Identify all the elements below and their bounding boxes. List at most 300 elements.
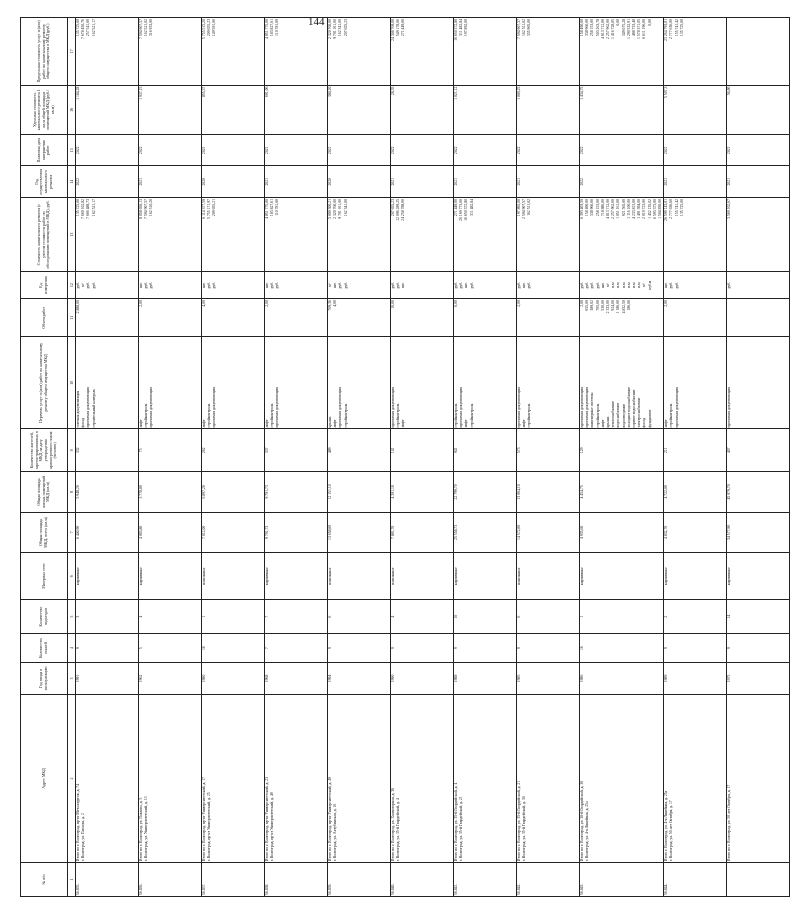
cell-text: панельные: [517, 567, 521, 585]
cell-text: 2022: [580, 177, 584, 186]
cell-text: 9: [391, 647, 395, 650]
cell-text: 1: [580, 615, 584, 618]
cell-floors: [454, 634, 517, 663]
cell-wall: [328, 553, 391, 600]
table-row: [517, 18, 580, 897]
cell-text: крыша лифт проектная документация стройконтроль: [328, 387, 348, 428]
cell-cost: [76, 197, 139, 271]
cell-year: [727, 663, 790, 694]
cell-text: 3 569 102,67: [727, 198, 732, 219]
cell-text: 2021: [517, 177, 521, 186]
cell-works: [580, 337, 664, 429]
cell-lim: [727, 18, 790, 86]
cell-people: [664, 429, 727, 472]
cell-text: 14: [727, 614, 732, 619]
column-number: 13: [68, 197, 76, 271]
cell-text: 4: [391, 615, 395, 618]
cell-wall: [202, 553, 265, 600]
cell-address: [727, 694, 790, 863]
cell-text: 12 151,10: [328, 484, 332, 500]
cell-text: 6 114 377,59 5 755 171,97 209 655,21: [202, 198, 217, 219]
cell-text: лифт стройконтроль проектная документация: [139, 387, 154, 428]
cell-text: 4 454,75: [580, 485, 584, 499]
cell-text: 9: [664, 647, 669, 650]
cell-vol: [391, 299, 454, 337]
cell-address: [202, 694, 265, 863]
cell-text: 337: [265, 447, 269, 454]
cell-text: 6 440,90: [76, 525, 80, 539]
cell-text: кирпичные: [454, 567, 458, 586]
cell-text: 2021: [265, 146, 269, 155]
cell-text: 2,00: [517, 300, 521, 307]
cell-text: 2,00: [139, 300, 143, 307]
cell-text: руб. руб. руб. руб. шт. м² п.м п.м п.м п.м п.м п.м м² куб.м: [580, 280, 652, 290]
cell-text: 9: [76, 647, 80, 650]
cell-entr: [265, 600, 328, 634]
cell-floors: [664, 634, 727, 663]
cell-year: [517, 663, 580, 694]
cell-num: [391, 863, 454, 897]
column-number: 1: [68, 863, 76, 897]
cell-ud: [76, 85, 139, 134]
cell-text: шт. руб. руб.: [139, 281, 154, 289]
cell-year: [202, 663, 265, 694]
cell-text: кирпичные: [265, 567, 269, 586]
cell-address: [454, 694, 517, 863]
cell-lim: [139, 18, 202, 86]
cell-year: [76, 663, 139, 694]
cell-cost: [202, 197, 265, 271]
cell-text: 10,00: [391, 300, 395, 309]
cell-text: 135 725,00 7 678 450,76 257 541,00 162 521,17: [76, 19, 96, 39]
cell-text: 1 000,25: [517, 86, 521, 100]
cell-living: [727, 472, 790, 512]
cell-year: [454, 663, 517, 694]
table-row: [664, 18, 727, 897]
column-number: 14: [68, 166, 76, 197]
cell-works: [391, 337, 454, 429]
cell-text: 2022: [139, 146, 143, 155]
cell-num: [265, 863, 328, 897]
cell-people: [727, 429, 790, 472]
cell-cy: [76, 166, 139, 197]
cell-text: 2022: [76, 177, 80, 186]
cell-text: Итого по г. Волгоград, ул. 35-й Гвардейской, д. 4 г. Волгоград, ул. 35-й Гвардейской, д. 21: [454, 782, 464, 862]
cell-num: [202, 863, 265, 897]
cell-address: [328, 694, 391, 863]
cell-text: 262: [202, 447, 206, 454]
cell-vol: [139, 299, 202, 337]
cell-text: 7: [265, 615, 269, 618]
column-number: 11: [68, 299, 76, 337]
cell-cost: [664, 197, 727, 271]
cell-text: 2022: [517, 146, 521, 155]
cell-text: 2021: [391, 177, 395, 186]
column-header: Адрес МКД: [21, 694, 68, 863]
cell-address: [580, 694, 664, 863]
cell-pd: [727, 135, 790, 166]
cell-address: [265, 694, 328, 863]
cell-living: [454, 472, 517, 512]
column-number: 15: [68, 135, 76, 166]
cell-text: 9 791,73: [265, 485, 269, 499]
cell-text: Итого г. Волгоград, ул. 4-я Линейная, д. 25а г. Волгоград, ул. 50 лет Октября, д. 17: [664, 790, 674, 862]
cell-ud: [391, 85, 454, 134]
cell-num: [664, 863, 727, 897]
cell-text: 56.842.: [517, 883, 521, 895]
cell-text: руб. руб. шт. руб.: [454, 281, 474, 289]
cell-text: шт. руб. руб.: [664, 281, 679, 289]
cell-text: 1962: [139, 674, 143, 683]
cell-text: 9: [727, 647, 732, 650]
column-header: Год осуществления капитального ремонта: [21, 166, 68, 197]
cell-text: 24 308 769,00 549 178,06 271 449,00: [391, 19, 406, 41]
cell-works: [265, 337, 328, 429]
cell-works: [664, 337, 727, 429]
cell-text: 407: [727, 447, 732, 454]
cell-text: 8 058 650,13 7 594 907,57 162 510,20: [139, 198, 154, 219]
cell-ud: [139, 85, 202, 134]
cell-text: 2022: [580, 146, 584, 155]
cell-cost: [454, 197, 517, 271]
cell-ud: [664, 85, 727, 134]
cell-year: [265, 663, 328, 694]
cell-unit: [454, 272, 517, 299]
cell-pd: [76, 135, 139, 166]
cell-text: 4 851 775,00 183 827,61 110 781,00: [265, 19, 280, 39]
cell-text: руб.: [727, 281, 732, 289]
column-number: 10: [68, 337, 76, 429]
cell-text: 135 725,00 7 669 102,82 7 666 488,73 162 521,17: [76, 198, 96, 219]
column-header: Общая площадь МКД, всего (кв.м): [21, 512, 68, 552]
cell-works: [454, 337, 517, 429]
cell-unit: [580, 272, 664, 299]
column-header: № п/п: [21, 863, 68, 897]
cell-entr: [139, 600, 202, 634]
cell-text: Итого по г. Волгоград, ул. 35-й Гвардейской, д. 21 г. Волгоград, ул. 35-й Гвардейской, д. 30: [517, 780, 527, 862]
column-header: Плановая дата завершения работ: [21, 135, 68, 166]
cell-lim: [454, 18, 517, 86]
cell-floors: [580, 634, 664, 663]
cell-text: м² шт. руб. руб.: [328, 281, 348, 289]
column-header: Объем работ: [21, 299, 68, 337]
cell-text: 9: [517, 647, 521, 650]
cell-text: 5 755 515,20 209 655,23 149 591,00: [202, 19, 217, 39]
cell-text: 5 000 300,21 2 320 760,00 9 701 011,00 162 341,00: [328, 198, 348, 219]
cell-people: [76, 429, 139, 472]
cell-vol: [76, 299, 139, 337]
cell-year: [139, 663, 202, 694]
cell-text: 1991: [76, 674, 80, 683]
cell-text: шт. руб. руб.: [265, 281, 280, 289]
cell-text: 16: [580, 646, 584, 651]
cell-cost: [727, 197, 790, 271]
cell-text: 56.841.: [454, 883, 458, 895]
cell-pd: [517, 135, 580, 166]
cell-ud: [580, 85, 664, 134]
cell-wall: [664, 553, 727, 600]
cell-unit: [202, 272, 265, 299]
cell-text: 4: [139, 615, 143, 618]
cell-works: [517, 337, 580, 429]
cell-lim: [664, 18, 727, 86]
cell-text: проектная документация: [727, 387, 732, 428]
cell-address: [391, 694, 454, 863]
cell-text: 56.844.: [664, 883, 669, 895]
cell-text: 56.836.: [139, 883, 143, 895]
cell-text: 7: [265, 647, 269, 650]
cell-cost: [139, 197, 202, 271]
cell-text: 7 594 907,57 162 521,02 316 933,00: [139, 19, 154, 39]
cell-lim: [76, 18, 139, 86]
cell-text: 1 021,12: [454, 86, 458, 100]
cell-text: 2 320 760,00 9 701 011,00 162 341,00 207 655,23: [328, 19, 348, 39]
cell-pd: [391, 135, 454, 166]
cell-text: 1 434,75: [580, 86, 584, 100]
cell-living: [76, 472, 139, 512]
table-row: [454, 18, 517, 897]
cell-text: 489: [328, 447, 332, 454]
cell-entr: [202, 600, 265, 634]
cell-text: кирпичные: [139, 567, 143, 586]
cell-area: [202, 512, 265, 552]
cell-living: [391, 472, 454, 512]
cell-cy: [580, 166, 664, 197]
cell-pd: [265, 135, 328, 166]
page-number: 144: [308, 16, 325, 28]
cell-text: 56.839.: [328, 883, 332, 895]
cell-text: 2 888,00: [76, 300, 80, 314]
cell-text: 941: [454, 447, 458, 454]
cell-text: 1989: [664, 674, 669, 683]
cell-text: Итого по г. Волгоград, пр-кт Университетский, д. 23 г. Волгоград, пр-кт Университетский, д. 49: [265, 776, 275, 862]
cell-cost: [580, 197, 664, 271]
column-number: 3: [68, 663, 76, 694]
cell-text: 5 507,3: [664, 86, 669, 98]
table-row: [265, 18, 328, 897]
cell-lim: [580, 18, 664, 86]
cell-unit: [664, 272, 727, 299]
cell-text: проектная документация проектная документация инженерные системы стройконтроль лифт крыша теплоснабжение водоснабжение водоотведение холодное водоснабжение горячее водоснабжение электроснабжение фасад фундамент: [580, 386, 652, 428]
cell-text: 14 572,00: [517, 524, 521, 540]
cell-area: [76, 512, 139, 552]
cell-cy: [454, 166, 517, 197]
cell-text: 9: [454, 647, 458, 650]
cell-text: 332: [76, 447, 80, 454]
cell-text: 2022: [76, 146, 80, 155]
cell-text: 207 655,23 12 096 289,25 24 258 788,00: [391, 198, 406, 221]
cell-text: 2,00: [265, 300, 269, 307]
cell-pd: [139, 135, 202, 166]
cell-ud: [328, 85, 391, 134]
cell-text: 1988: [454, 674, 458, 683]
cell-pd: [454, 135, 517, 166]
cell-text: 16: [202, 646, 206, 651]
cell-text: 2021: [139, 177, 143, 186]
cell-text: 13 658,00: [328, 524, 332, 540]
column-number: 12: [68, 272, 76, 299]
cell-text: 4 722,00: [664, 485, 669, 499]
cell-unit: [76, 272, 139, 299]
cell-text: лифт стройконтроль проектная документация: [265, 387, 280, 428]
repair-plan-table: [20, 17, 790, 897]
cell-text: 2021: [328, 146, 332, 155]
cell-text: 7 881,70: [391, 525, 395, 539]
cell-num: [139, 863, 202, 897]
cell-unit: [328, 272, 391, 299]
cell-text: 25 558,73: [454, 524, 458, 540]
cell-unit: [265, 272, 328, 299]
column-header: Ед. измерения: [21, 272, 68, 299]
cell-vol: [664, 299, 727, 337]
cell-text: 56.843.: [580, 883, 584, 895]
cell-text: кирпичные: [664, 567, 669, 586]
cell-text: 22 799,70: [454, 484, 458, 500]
cell-text: 13 064,10: [517, 484, 521, 500]
cell-floors: [265, 634, 328, 663]
cell-text: Итого по г. Волгоград, ул. Холмогорная, д. 36 г. Волгоград, ул. 35-й Гвардейской, д. 4: [391, 787, 401, 862]
cell-text: 2020: [202, 177, 206, 186]
cell-floors: [76, 634, 139, 663]
cell-address: [139, 694, 202, 863]
cell-text: 26 599 143,01 2 777 636,60 155 741,42 135 725,00: [664, 198, 684, 221]
cell-text: 2021: [265, 177, 269, 186]
cell-text: 158 490,00 338 960,00 258 153,00 503 263,78 4 813 712,00 2 257 962,00 1 416 728,05 0,00 349 075,28 1 290 532,91 498 733,40 1 578 371,05 6 611 196,00 0,00: [580, 19, 652, 39]
cell-floors: [328, 634, 391, 663]
cell-floors: [727, 634, 790, 663]
cell-year: [664, 663, 727, 694]
cell-people: [139, 429, 202, 472]
cell-entr: [664, 600, 727, 634]
cell-ud: [265, 85, 328, 134]
cell-text: лифт стройконтроль проектная документация: [202, 387, 217, 428]
cell-text: 1985: [517, 674, 521, 683]
cell-lim: [265, 18, 328, 86]
cell-text: 3 778,80: [139, 485, 143, 499]
cell-text: 23 264 793,01 2 777 636,00 155 741,42 135 725,00: [664, 19, 684, 41]
cell-text: 129: [580, 447, 584, 454]
header-row: [21, 18, 68, 897]
cell-cy: [391, 166, 454, 197]
cell-lim: [202, 18, 265, 86]
cell-cy: [265, 166, 328, 197]
cell-floors: [202, 634, 265, 663]
column-header: Количество жителей, зарегистрированных в МКД на дату утверждения краткосрочного плана (человек): [21, 429, 68, 472]
cell-living: [265, 472, 328, 512]
cell-text: 5 948,20: [76, 485, 80, 499]
cell-wall: [391, 553, 454, 600]
cell-text: 2,00 655,00 389,02 705,00 530,00 2 333,00 924,00 1 186,00 4 832,50 186,00: [580, 300, 631, 314]
cell-works: [202, 337, 265, 429]
cell-year: [580, 663, 664, 694]
cell-pd: [202, 135, 265, 166]
cell-cy: [664, 166, 727, 197]
cell-text: 2020: [328, 177, 332, 186]
cell-num: [454, 863, 517, 897]
column-number: 2: [68, 694, 76, 863]
cell-people: [391, 429, 454, 472]
cell-wall: [265, 553, 328, 600]
cell-text: 855,37: [202, 86, 206, 98]
cell-text: 4 065,80: [139, 525, 143, 539]
column-header: Удельная стоимость капитального ремонта 1 кв.м общей площади помещений МКД (руб./кв.м): [21, 85, 68, 134]
cell-entr: [580, 600, 664, 634]
cell-text: Итого по г. Волгоград, пр-кт Университетский, д. 17 г. Волгоград, пр-кт Университетский, д. 25: [202, 776, 212, 862]
cell-area: [580, 512, 664, 552]
cell-pd: [328, 135, 391, 166]
cell-text: стройконтроль проектная документация лифт стройконтроль: [454, 387, 474, 428]
cell-floors: [139, 634, 202, 663]
cell-address: [517, 694, 580, 863]
cell-text: 56.840.: [391, 883, 395, 895]
cell-area: [517, 512, 580, 552]
table-row: [391, 18, 454, 897]
cell-cy: [202, 166, 265, 197]
cell-wall: [76, 553, 139, 600]
cell-text: 6 393 403,59 158 490,00 338 960,00 258 153,00 718 886,00 4 813 712,00 2 257 962,00 1 051 161,00 921 565,00 1 116 100,00 4 233 813,00 1 491 394,00 2 019 723,00 1 452 135,02 6 593 373,00 1 504 830,00: [580, 198, 663, 219]
cell-num: [76, 863, 139, 897]
cell-ud: [517, 85, 580, 134]
cell-text: проектная документация лифт стройконтроль: [517, 387, 532, 428]
cell-text: 3: [76, 615, 80, 618]
cell-text: 1 184,28: [76, 86, 80, 100]
cell-works: [727, 337, 790, 429]
cell-entr: [727, 600, 790, 634]
cell-entr: [517, 600, 580, 634]
column-number: 6: [68, 553, 76, 600]
cell-cy: [328, 166, 391, 197]
column-number: 7: [68, 512, 76, 552]
cell-text: 6: [517, 615, 521, 618]
cell-area: [139, 512, 202, 552]
cell-text: 380,20: [328, 86, 332, 98]
column-number: 9: [68, 429, 76, 472]
cell-vol: [265, 299, 328, 337]
cell-text: Итого по г. Волгоград, ул. Павлова, д. 5 г. Волгоград, ул. Университетский, д. 13: [139, 796, 149, 862]
cell-area: [391, 512, 454, 552]
cell-people: [454, 429, 517, 472]
table-row: [202, 18, 265, 897]
cell-living: [517, 472, 580, 512]
cell-text: 1: [202, 615, 206, 618]
cell-people: [265, 429, 328, 472]
cell-text: 6: [328, 615, 332, 618]
cell-text: 9 791,73: [265, 525, 269, 539]
cell-lim: [328, 18, 391, 86]
cell-area: [664, 512, 727, 552]
cell-text: 691,06: [265, 86, 269, 98]
cell-cost: [517, 197, 580, 271]
cell-text: 2021: [727, 177, 732, 186]
column-header: Перечень услуг и (или) работ по капитальному ремонту общего имущества МКД: [21, 337, 68, 429]
column-header: Материал стен: [21, 553, 68, 600]
cell-text: кирпичные: [76, 567, 80, 586]
cell-text: панельные: [328, 567, 332, 585]
cell-area: [265, 512, 328, 552]
cell-ud: [454, 85, 517, 134]
cell-num: [328, 863, 391, 897]
cell-text: 1994: [328, 674, 332, 683]
cell-year: [391, 663, 454, 694]
cell-vol: [517, 299, 580, 337]
cell-people: [202, 429, 265, 472]
cell-vol: [727, 299, 790, 337]
cell-text: 2022: [454, 146, 458, 155]
cell-works: [139, 337, 202, 429]
cell-text: 2021: [664, 146, 669, 155]
cell-wall: [454, 553, 517, 600]
cell-text: 2022: [391, 146, 395, 155]
